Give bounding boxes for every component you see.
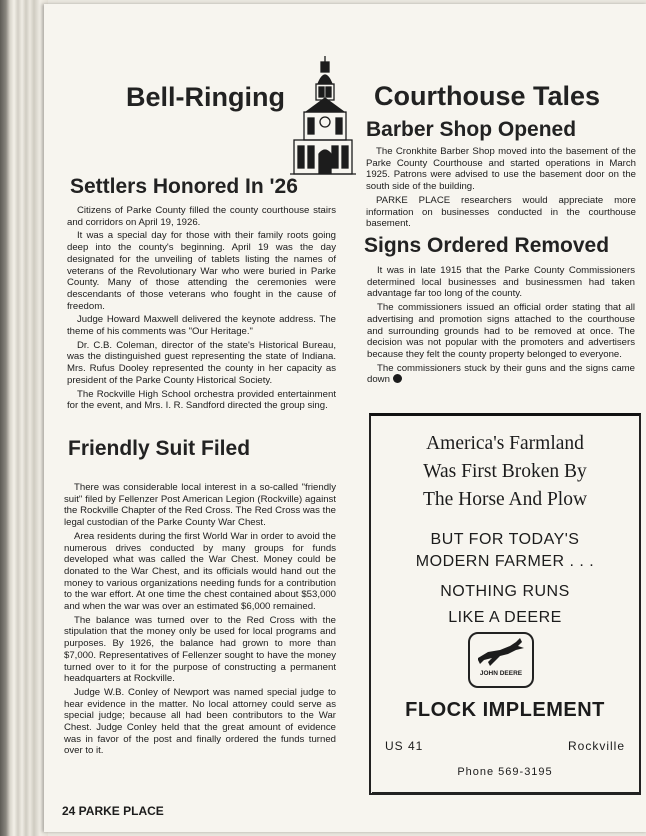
ad-company-name: FLOCK IMPLEMENT bbox=[405, 699, 605, 721]
masthead-title-right: Courthouse Tales bbox=[374, 81, 601, 111]
masthead-title-left: Bell-Ringing bbox=[126, 82, 285, 112]
ad-slogan-line: NOTHING RUNS bbox=[440, 583, 570, 600]
article-paragraph: The balance was turned over to the Red Cross with the stipulation that the money only be used for local programs and purposes. By 1926, the balance had grown to more than $7,000. Representatives of Fellenzer sought to have the money turned over to it for the purpose of constructing a permanent headquarters at Rockville. bbox=[64, 614, 336, 685]
ad-highway: US 41 bbox=[385, 739, 424, 753]
article-paragraph: Judge W.B. Conley of Newport was named special judge to hear evidence in the matter. No local attorney could serve as special judge; because all had been contributors to the War Chest. Judge Conley held that the great amount of evidence was in favor of the post and finally ordered the funds turned over to it. bbox=[64, 686, 336, 757]
article-settlers-honored bbox=[67, 205, 336, 414]
page-footer: 24 PARKE PLACE bbox=[62, 804, 164, 818]
headline-friendly-suit: Friendly Suit Filed bbox=[68, 437, 251, 460]
headline-signs-removed: Signs Ordered Removed bbox=[364, 234, 610, 257]
article-paragraph: It was a special day for those with their family roots going deep into the county's beginning. April 19 was the day designated for the unveiling of tablets listing the names of veterans of the Revolutionary War who were buried in Parke County. Many of those attending the ceremonies were descendants of those veterans who fought in the cause of freedom. bbox=[67, 230, 336, 312]
ad-slogan-line: LIKE A DEERE bbox=[448, 609, 562, 626]
article-friendly-suit bbox=[64, 482, 336, 759]
logo-text: JOHN DEERE bbox=[479, 670, 523, 677]
headline-settlers-honored: Settlers Honored In '26 bbox=[70, 175, 298, 198]
ad-serif-line: The Horse And Plow bbox=[422, 489, 588, 510]
leaping-deer-icon bbox=[470, 636, 532, 670]
article-signs-removed bbox=[367, 265, 635, 388]
ad-serif-heading bbox=[371, 430, 639, 514]
courthouse-icon bbox=[288, 54, 358, 182]
article-paragraph: It was in late 1915 that the Parke County Commissioners determined local businesses and businessmen had taken advantage far too long of the county. bbox=[367, 265, 635, 300]
ad-phone: Phone 569-3195 bbox=[457, 766, 553, 778]
article-paragraph: The Cronkhite Barber Shop moved into the basement of the Parke County Courthouse and started operations in March 1925. Patrons were advised to use the basement door on the south side of the building. bbox=[366, 146, 636, 193]
article-text: The commissioners stuck by their guns and the signs came down bbox=[367, 362, 635, 386]
ad-slogan-line: MODERN FARMER . . . bbox=[415, 553, 595, 570]
ad-slogan bbox=[371, 529, 639, 629]
ad-serif-line: America's Farmland bbox=[426, 433, 584, 454]
ad-serif-line: Was First Broken By bbox=[423, 461, 587, 482]
article-paragraph: Citizens of Parke County filled the county courthouse stairs and corridors on April 19, 1926. bbox=[67, 205, 336, 228]
binding-edge bbox=[0, 0, 48, 836]
article-paragraph: Judge Howard Maxwell delivered the keynote address. The theme of his comments was "Our Heritage." bbox=[67, 314, 336, 338]
article-paragraph bbox=[367, 363, 635, 386]
ad-slogan-line: BUT FOR TODAY'S bbox=[430, 531, 580, 548]
ad-town: Rockville bbox=[567, 739, 625, 753]
article-paragraph: PARKE PLACE researchers would appreciate more information on businesses conducted in the courthouse basement. bbox=[366, 194, 636, 230]
headline-barber-shop: Barber Shop Opened bbox=[366, 118, 577, 141]
article-paragraph: The Rockville High School orchestra provided entertainment for the event, and Mrs. I. R. Sandford directed the group sing. bbox=[67, 388, 336, 412]
john-deere-advertisement bbox=[369, 413, 641, 795]
end-mark-icon bbox=[393, 374, 402, 383]
article-paragraph: Area residents during the first World War in order to avoid the numerous drives conducted by many groups for funds developed what was called the War Chest. Money could be donated to the War Chest, and its officials would hand out the money to various organizations needing funds for a contribution to the war effort. At one time the chest contained about $53,000 and when the war was over an estimated $6,000 remained. bbox=[64, 530, 336, 613]
article-barber-shop bbox=[366, 146, 636, 232]
article-paragraph: The commissioners issued an official order stating that all advertising and promotion signs attached to the courthouse and surrounding grounds had to be removed at once. The decision was not popular with the promoters and advertisers because they felt the county property belonged to everyone. bbox=[367, 302, 635, 360]
article-paragraph: Dr. C.B. Coleman, director of the state's Historical Bureau, was the distinguished guest representing the state of Indiana. Mrs. Rufus Dooley represented the county in her capacity as president of the Parke County Historical Society. bbox=[67, 339, 336, 386]
ad-bottom-rule bbox=[372, 792, 641, 794]
article-paragraph: There was considerable local interest in a so-called "friendly suit" filed by Fellenzer Post American Legion (Rockville) against the Rockville Chapter of the Red Cross. The Red Cross was the legal custodian of the Parke County War Chest. bbox=[64, 482, 336, 529]
john-deere-logo bbox=[468, 632, 534, 688]
